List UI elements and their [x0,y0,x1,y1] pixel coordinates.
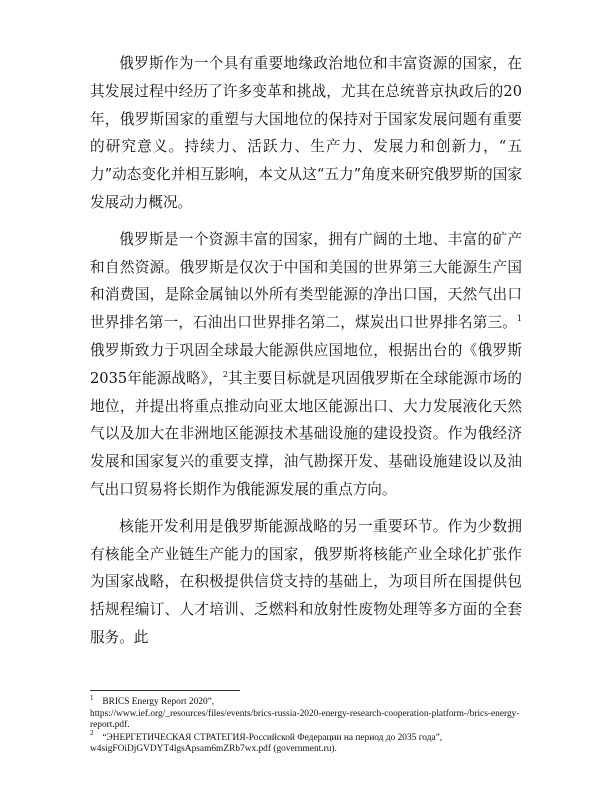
paragraph-3-text: 核能开发利用是俄罗斯能源战略的另一重要环节。作为少数拥有核能全产业链生产能力的国家，俄罗斯将核能产业全球化扩张作为国家战略，在积极提供信贷支持的基础上，为项目所在国提供包括规程编订、人才培训、乏燃料和放射性废物处理等多方面的全套服务。此 [90,517,522,646]
body-text [90,50,522,661]
paragraph-3 [90,513,522,652]
footnote-1: 1 BRICS Energy Report 2020”, https://www.ief.org/_resources/files/events/brics-russia-2020-energy-research-cooperation-platform-/brics-energy-report.pdf. [90,693,520,730]
footnote-2-title: “ЭНЕРГЕТИЧЕСКАЯ СТРАТЕГИЯ-Российской Федерации на период до 2035 года”, [102,732,443,743]
footnote-ref-1[interactable]: 1 [516,314,522,324]
paragraph-1 [90,50,522,217]
paragraph-2-text-a: 俄罗斯是一个资源丰富的国家，拥有广阔的土地、丰富的矿产和自然资源。俄罗斯是仅次于中国和美国的世界第三大能源生产国和消费国，是除金属铀以外所有类型能源的净出口国，天然气出口世界排名第一，石油出口世界排名第二，煤炭出口世界排名第三。 [90,230,522,332]
footnote-2-link[interactable]: w4sigFOiDjGVDYT4lgsApsam6mZRb7wx.pdf (government.ru). [90,744,337,754]
footnote-1-link[interactable]: https://www.ief.org/_resources/files/events/brics-russia-2020-energy-research-cooperation-platform-/brics-energy-report.pdf. [90,708,520,730]
paragraph-2-text-c: 其主要目标就是巩固俄罗斯在全球能源市场的地位，并提出将重点推动向亚太地区能源出口、大力发展液化天然气以及加大在非洲地区能源技术基础设施的建设投资。作为俄经济发展和国家复兴的重要支撑，油气勘探开发、基础设施建设以及油气出口贸易将长期作为俄能源发展的重点方向。 [90,369,522,498]
footnote-2: 2 “ЭНЕРГЕТИЧЕСКАЯ СТРАТЕГИЯ-Российской Федерации на период до 2035 года”, w4sigFOiDjGVDYT4lgsApsam6mZRb7wx.pdf (government.ru). [90,729,443,754]
paragraph-2-text-b: 俄罗斯致力于巩固全球最大能源供应国地位，根据出台的《俄罗斯2035年能源战略》， [90,341,522,387]
footnote-1-title: BRICS Energy Report 2020”, [102,697,215,707]
footnote-divider [90,690,240,691]
footnote-ref-2[interactable]: 2 [222,369,228,379]
paragraph-1-text: 俄罗斯作为一个具有重要地缘政治地位和丰富资源的国家，在其发展过程中经历了许多变革和挑战，尤其在总统普京执政后的20年，俄罗斯国家的重塑与大国地位的保持对于国家发展问题有重要的研究意义。持续力、活跃力、生产力、发展力和创新力，“五力”动态变化并相互影响，本文从这“五力”角度来研究俄罗斯的国家发展动力概况。 [90,55,522,211]
footnotes [90,690,522,757]
paragraph-2 [90,226,522,504]
